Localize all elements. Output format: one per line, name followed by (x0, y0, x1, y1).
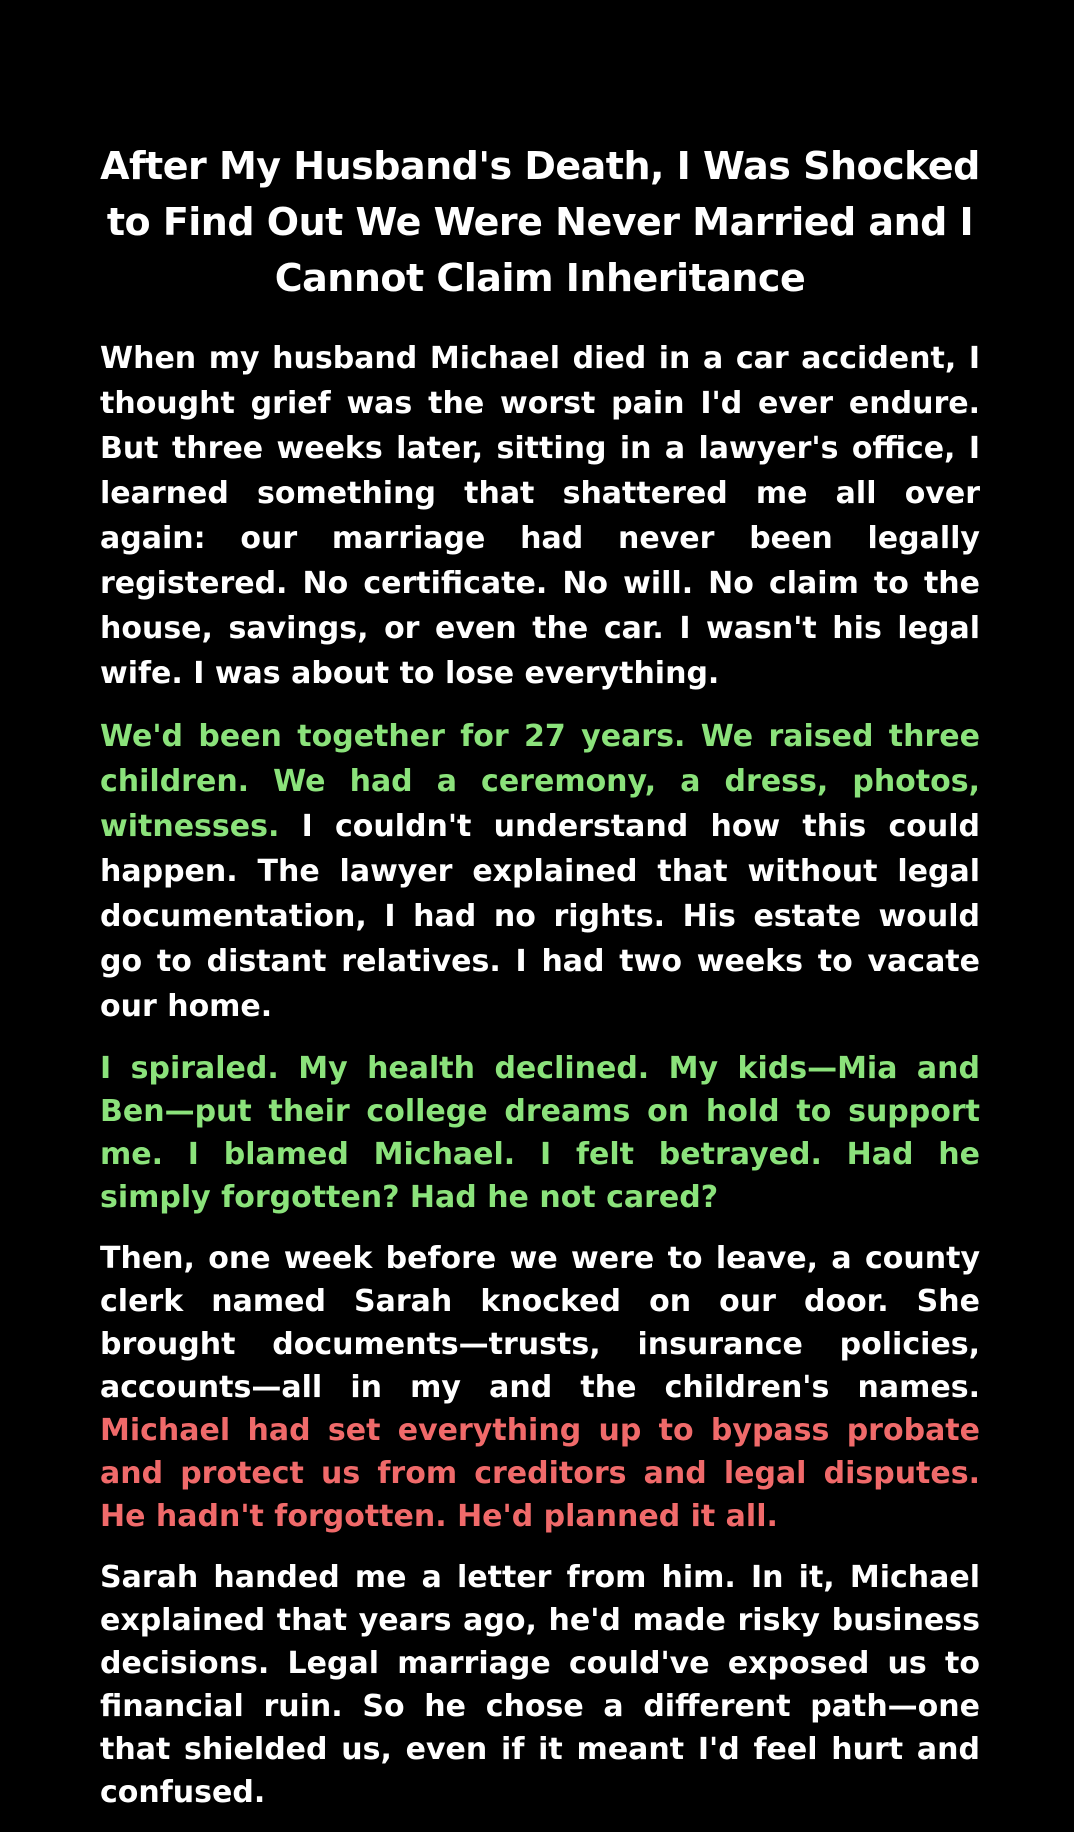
article-title: After My Husband's Death, I Was Shocked to Find Out We Were Never Married and I Cannot Claim Inheritance (100, 144, 980, 300)
paragraph-1 (100, 336, 980, 696)
paragraph-5-text: Sarah handed me a letter from him. In it, Michael explained that years ago, he'd made risky business decisions. Legal marriage could've exposed us to financial ruin. So he chose a different path—one that shielded us, even if it meant I'd feel hurt and confused. (100, 1560, 980, 1810)
paragraph-5 (100, 1556, 980, 1814)
paragraph-2 (100, 714, 980, 1029)
paragraph-3 (100, 1047, 980, 1219)
paragraph-3-highlight: I spiraled. My health declined. My kids—Mia and Ben—put their college dreams on hold to support me. I blamed Michael. I felt betrayed. Had he simply forgotten? Had he not cared? (100, 1051, 980, 1215)
paragraph-2-text: I couldn't understand how this could happen. The lawyer explained that without legal documentation, I had no rights. His estate would go to distant relatives. I had two weeks to vacate our home. (100, 809, 980, 1024)
paragraph-4 (100, 1237, 980, 1538)
paragraph-4-text: Then, one week before we were to leave, a county clerk named Sarah knocked on our door. She brought documents—trusts, insurance policies, accounts—all in my and the children's names. (100, 1241, 980, 1405)
paragraph-1-text: When my husband Michael died in a car accident, I thought grief was the worst pain I'd ever endure. But three weeks later, sitting in a lawyer's office, I learned something that shattered me all over again: our marriage had never been legally registered. No certificate. No will. No claim to the house, savings, or even the car. I wasn't his legal wife. I was about to lose everything. (100, 341, 980, 691)
article (100, 138, 980, 1832)
paragraph-4-highlight: Michael had set everything up to bypass probate and protect us from creditors and legal disputes. He hadn't forgotten. He'd planned it all. (100, 1413, 980, 1534)
paragraph-2-highlight: We'd been together for 27 years. We raised three children. We had a ceremony, a dress, photos, witnesses. (100, 719, 980, 844)
